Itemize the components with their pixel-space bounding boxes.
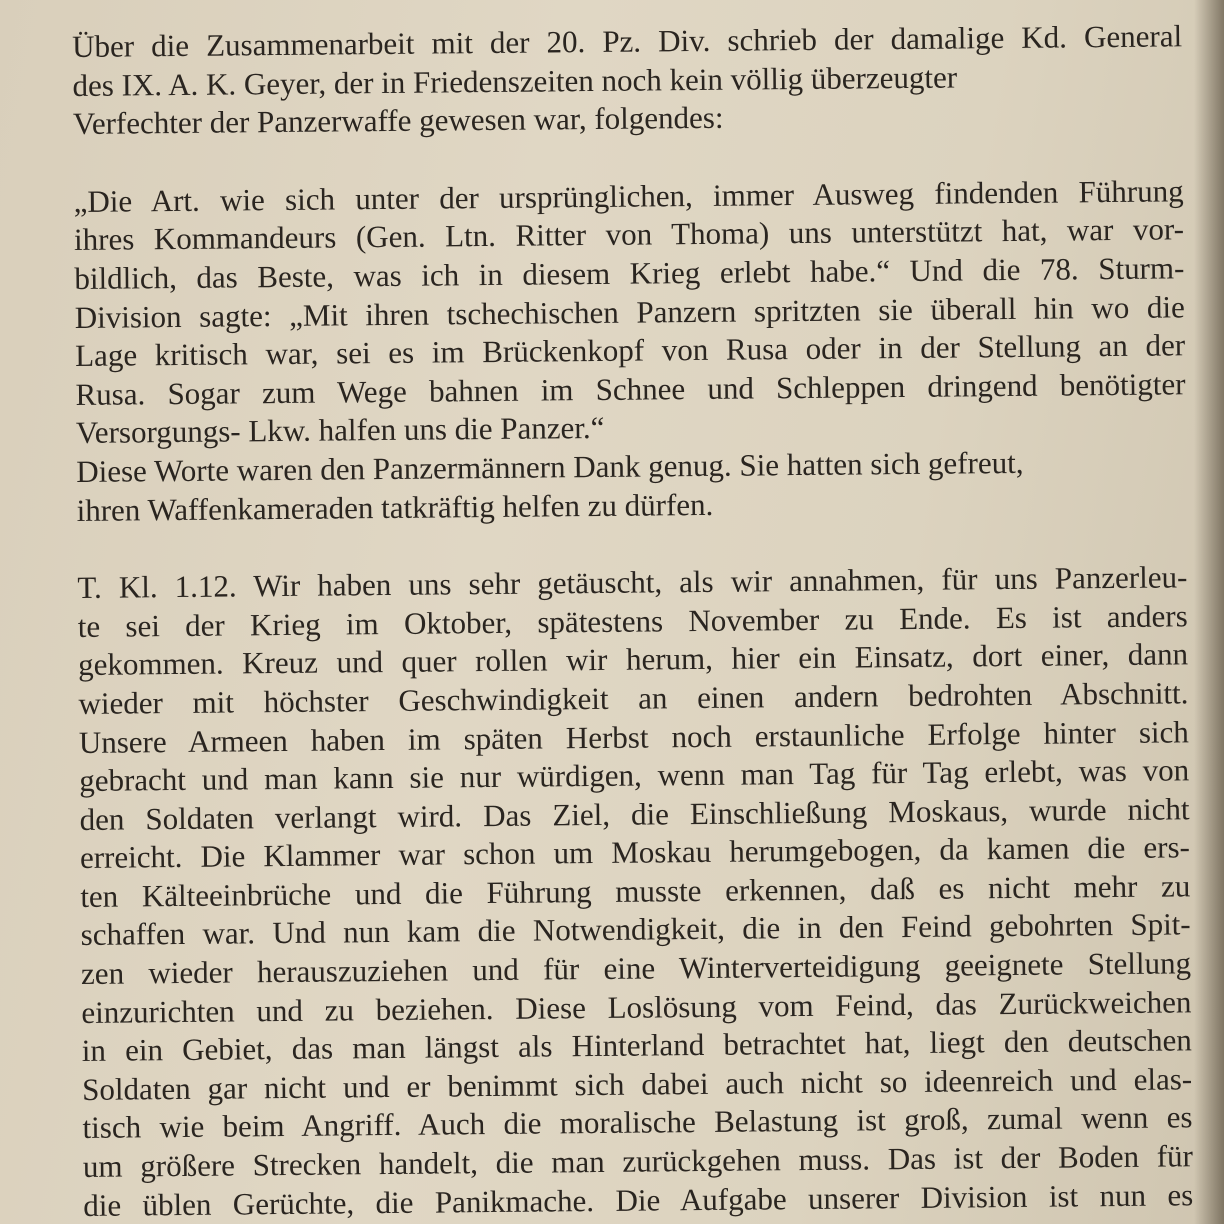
text-line: Diese Worte waren den Panzermännern Dank genug. Sie hatten sich gefreut, xyxy=(76,444,1024,489)
text-line: zen wieder herauszuziehen und für eine Winterverteidigung geeignete Stellung xyxy=(80,945,1192,992)
text-line: Verfechter der Panzerwaffe gewesen war, folgendes: xyxy=(72,99,724,142)
page-text xyxy=(72,17,1193,1224)
text-line: T. Kl. 1.12. Wir haben uns sehr getäuscht, als wir annahmen, für uns Panzerleu- xyxy=(77,559,1188,606)
text-line: Unsere Armeen haben im späten Herbst noch erstaunliche Erfolge hinter sich xyxy=(78,713,1189,760)
paragraph-diary xyxy=(77,558,1193,1224)
text-line: des IX. A. K. Geyer, der in Friedenszeiten noch kein völlig überzeugter xyxy=(72,59,958,103)
text-line: Rusa. Sogar zum Wege bahnen im Schnee und Schleppen dringend benötigter xyxy=(75,366,1186,412)
text-line: erreicht. Die Klammer war schon um Moskau herumgebogen, da kamen die ers- xyxy=(79,829,1191,876)
text-line: die üblen Gerüchte, die Panikmache. Die Aufgabe unserer Division ist nun es xyxy=(83,1176,1194,1223)
text-line: wieder mit höchster Geschwindigkeit an einen andern bedrohten Abschnitt. xyxy=(78,675,1189,721)
text-line: den Soldaten verlangt wird. Das Ziel, die Einschließung Moskaus, wurde nicht xyxy=(79,790,1190,837)
text-line: ihres Kommandeurs (Gen. Ltn. Ritter von Thoma) uns unterstützt hat, war vor- xyxy=(73,211,1185,258)
text-line: Lage kritisch war, sei es im Brückenkopf von Rusa oder in der Stellung an der xyxy=(74,327,1186,374)
text-line: te sei der Krieg im Oktober, spätestens November zu Ende. Es ist anders xyxy=(77,598,1188,644)
text-line: „Die Art. wie sich unter der ursprünglichen, immer Ausweg findenden Führung xyxy=(73,173,1184,219)
text-line: ihren Waffenkameraden tatkräftig helfen zu dürfen. xyxy=(76,486,714,528)
text-line: um größere Strecken handelt, die man zurückgehen muss. Das ist der Boden für xyxy=(82,1138,1194,1184)
text-line: Division sagte: „Mit ihren tschechischen Panzern spritzten sie überall hin wo die xyxy=(74,288,1185,335)
text-line: schaffen war. Und nun kam die Notwendigkeit, die in den Feind gebohrten Spit- xyxy=(80,906,1191,953)
text-line: bildlich, das Beste, was ich in diesem Krieg erlebt habe.“ Und die 78. Sturm- xyxy=(74,250,1185,296)
text-line: tisch wie beim Angriff. Auch die moralische Belastung ist groß, zumal wenn es xyxy=(82,1099,1193,1146)
text-line: in ein Gebiet, das man längst als Hinterland betrachtet hat, liegt den deutschen xyxy=(81,1022,1192,1069)
paragraph-quote xyxy=(73,172,1186,530)
text-line: gekommen. Kreuz und quer rollen wir herum, hier ein Einsatz, dort einer, dann xyxy=(77,636,1189,683)
paragraph-intro xyxy=(72,17,1183,143)
text-line: Soldaten gar nicht und er benimmt sich dabei auch nicht so ideenreich und elas- xyxy=(82,1061,1193,1107)
text-line: Über die Zusammenarbeit mit der 20. Pz. Div. schrieb der damalige Kd. General xyxy=(72,18,1183,64)
text-line: ten Kälteeinbrüche und die Führung musste erkennen, daß es nicht mehr zu xyxy=(80,868,1191,914)
text-line: gebracht und man kann sie nur würdigen, wenn man Tag für Tag erlebt, was von xyxy=(79,752,1190,799)
page-edge-shadow xyxy=(1194,0,1224,1224)
text-line: Versorgungs- Lkw. halfen uns die Panzer.“ xyxy=(75,410,605,451)
text-line: einzurichten und zu beziehen. Diese Loslösung vom Feind, das Zurückweichen xyxy=(81,983,1192,1030)
